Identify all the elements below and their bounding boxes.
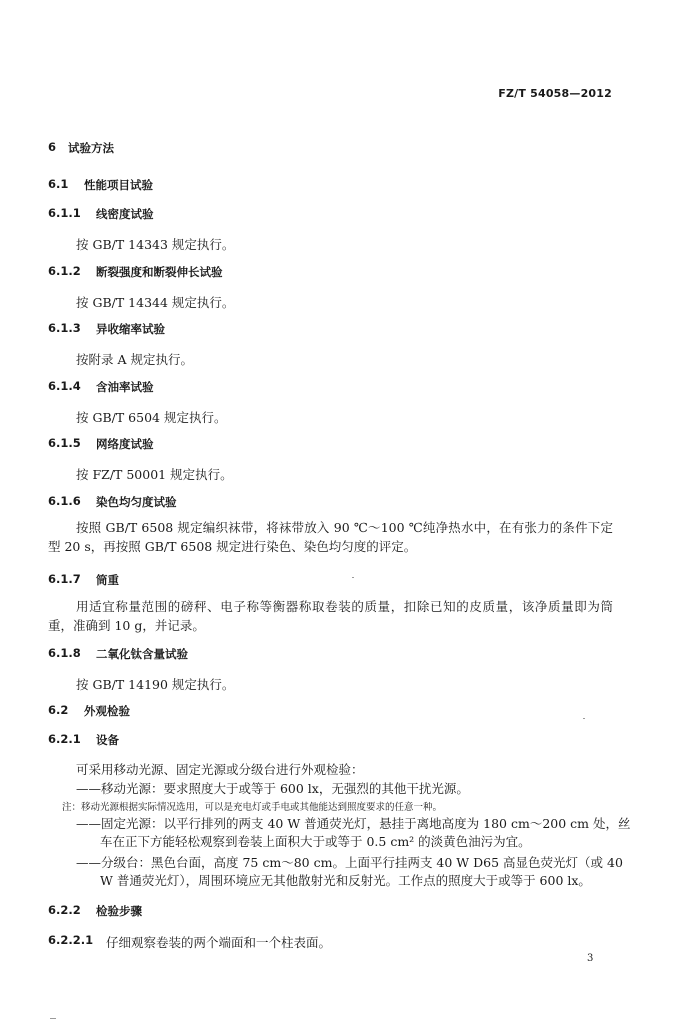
- paragraph-6-1-4: 按 GB/T 6504 规定执行。: [76, 410, 227, 425]
- section-number: 6.1.8: [48, 646, 81, 660]
- section-title: 仔细观察卷装的两个端面和一个柱表面。: [106, 935, 332, 950]
- section-number: 6.1.2: [48, 264, 81, 278]
- section-number: 6.1.1: [48, 206, 81, 220]
- scan-speck: [50, 1018, 56, 1019]
- list-item-grading-table: ——分级台：黑色台面，高度 75 cm～80 cm。上面平行挂两支 40 W D65 高显色荧光灯（或 40 W 普通荧光灯），周围环境应无其他散射光和反射光。工作点的照度大于或等于 600 lx。: [76, 855, 623, 888]
- section-title: 检验步骤: [96, 904, 142, 918]
- note-mobile-light: 注：移动光源根据实际情况选用，可以是充电灯或手电或其他能达到照度要求的任意一种。: [62, 802, 443, 813]
- section-heading-6-1-1: [48, 206, 154, 221]
- section-heading-6-1-5: [48, 436, 154, 451]
- paragraph-6-1-1: 按 GB/T 14343 规定执行。: [76, 237, 235, 252]
- section-title: 断裂强度和断裂伸长试验: [96, 265, 223, 279]
- document-code: FZ/T 54058—2012: [498, 87, 612, 100]
- section-title: 二氧化钛含量试验: [96, 647, 188, 661]
- section-heading-6-1-7: [48, 572, 119, 587]
- section-number: 6.1: [48, 177, 69, 191]
- paragraph-6-1-6: 按照 GB/T 6508 规定编织袜带，将袜带放入 90 ℃～100 ℃纯净热水中，在有张力的条件下定型 20 s，再按照 GB/T 6508 规定进行染色、染色均匀度的评定。: [48, 520, 613, 554]
- section-heading-6-2-2-1: [48, 933, 332, 950]
- section-heading-6-1-3: [48, 321, 165, 336]
- section-number: 6.1.6: [48, 494, 81, 508]
- section-heading-6-1-8: [48, 646, 188, 661]
- section-number: 6.1.3: [48, 321, 81, 335]
- page-number: 3: [587, 953, 594, 964]
- section-title: 筒重: [96, 573, 119, 587]
- list-item-mobile-light: ——移动光源：要求照度大于或等于 600 lx，无强烈的其他干扰光源。: [76, 781, 469, 796]
- section-heading-6-1-6: [48, 494, 177, 509]
- paragraph-6-1-2: 按 GB/T 14344 规定执行。: [76, 295, 235, 310]
- section-heading-6-1: [48, 177, 153, 192]
- section-number: 6.2.2.1: [48, 933, 94, 947]
- section-number: 6.1.4: [48, 379, 81, 393]
- section-heading-6-2-2: [48, 903, 142, 918]
- section-heading-6-2-1: [48, 732, 119, 747]
- section-number: 6.2.2: [48, 903, 81, 917]
- section-title: 试验方法: [68, 141, 114, 155]
- scan-speck: [583, 718, 585, 719]
- section-title: 异收缩率试验: [96, 322, 165, 336]
- paragraph-6-2-1-intro: 可采用移动光源、固定光源或分级台进行外观检验：: [76, 762, 364, 777]
- section-heading-6-2: [48, 703, 130, 718]
- section-title: 性能项目试验: [84, 178, 153, 192]
- section-number: 6.2.1: [48, 732, 81, 746]
- section-heading-6-1-2: [48, 264, 223, 279]
- scan-speck: [352, 577, 354, 578]
- section-number: 6.1.5: [48, 436, 81, 450]
- section-title: 染色均匀度试验: [96, 495, 177, 509]
- list-item-fixed-light: ——固定光源：以平行排列的两支 40 W 普通荧光灯，悬挂于离地高度为 180 cm～200 cm 处，丝车在正下方能轻松观察到卷装上面积大于或等于 0.5 cm² 的淡黄色油污为宜。: [76, 816, 631, 849]
- section-number: 6.1.7: [48, 572, 81, 586]
- paragraph-6-1-8: 按 GB/T 14190 规定执行。: [76, 677, 235, 692]
- paragraph-6-1-3: 按附录 A 规定执行。: [76, 352, 193, 367]
- section-title: 设备: [96, 733, 119, 747]
- section-title: 网络度试验: [96, 437, 154, 451]
- section-number: 6.2: [48, 703, 69, 717]
- section-title: 外观检验: [84, 704, 130, 718]
- section-title: 含油率试验: [96, 380, 154, 394]
- section-title: 线密度试验: [96, 207, 154, 221]
- paragraph-6-1-7: 用适宜称量范围的磅秤、电子称等衡器称取卷装的质量，扣除已知的皮质量，该净质量即为筒重，准确到 10 g，并记录。: [48, 599, 613, 633]
- paragraph-6-1-5: 按 FZ/T 50001 规定执行。: [76, 467, 233, 482]
- section-number: 6: [48, 140, 57, 154]
- section-heading-6-1-4: [48, 379, 154, 394]
- section-heading-6: [48, 140, 114, 155]
